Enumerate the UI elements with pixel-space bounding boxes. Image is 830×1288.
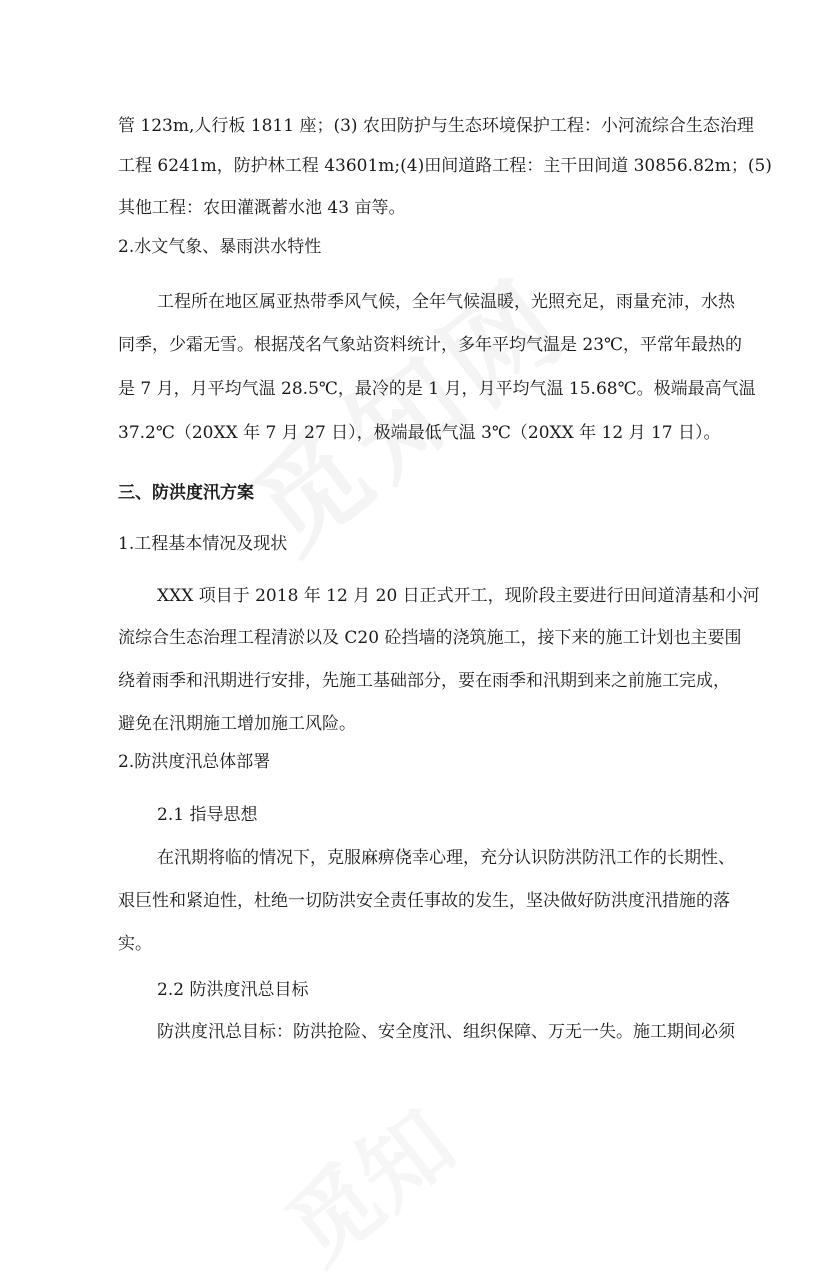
chapter-heading: 三、防洪度汛方案 xyxy=(118,483,254,503)
body-text-line: 实。 xyxy=(118,934,152,954)
subsection-heading: 2.2 防洪度汛总目标 xyxy=(157,980,309,1000)
body-text-line: 工程 6241m，防护林工程 43601m;(4)田间道路工程：主干田间道 30856.82m；(5) xyxy=(118,156,772,176)
body-text-line: 在汛期将临的情况下，克服麻痹侥幸心理，充分认识防洪防汛工作的长期性、 xyxy=(157,848,735,868)
body-text-line: 绕着雨季和汛期进行安排，先施工基础部分，要在雨季和汛期到来之前施工完成， xyxy=(118,671,730,691)
body-text-line: 同季，少霜无雪。根据茂名气象站资料统计，多年平均气温是 23℃，平常年最热的 xyxy=(118,335,743,355)
body-text-line: 流综合生态治理工程清淤以及 C20 砼挡墙的浇筑施工，接下来的施工计划也主要围 xyxy=(118,628,742,648)
body-text-line: 是 7 月，月平均气温 28.5℃，最冷的是 1 月，月平均气温 15.68℃。极端最高气温 xyxy=(118,379,756,399)
subsection-heading: 2.1 指导思想 xyxy=(157,805,258,825)
body-text-line: 艰巨性和紧迫性，杜绝一切防洪安全责任事故的发生，坚决做好防洪度汛措施的落 xyxy=(118,891,730,911)
body-text-line: 其他工程：农田灌溉蓄水池 43 亩等。 xyxy=(118,198,406,218)
body-text-line: 防洪度汛总目标：防洪抢险、安全度汛、组织保障、万无一失。施工期间必须 xyxy=(157,1022,735,1042)
body-text-line: XXX 项目于 2018 年 12 月 20 日正式开工，现阶段主要进行田间道清基和小河 xyxy=(157,586,760,606)
section-heading: 2.防洪度汛总体部署 xyxy=(118,752,271,772)
section-heading: 1.工程基本情况及现状 xyxy=(118,534,288,554)
body-text-line: 37.2℃（20XX 年 7 月 27 日），极端最低气温 3℃（20XX 年 12 月 17 日）。 xyxy=(118,423,721,443)
section-heading: 2.水文气象、暴雨洪水特性 xyxy=(118,237,322,257)
body-text-line: 工程所在地区属亚热带季风气候，全年气候温暖，光照充足，雨量充沛，水热 xyxy=(157,292,735,312)
body-text-line: 避免在汛期施工增加施工风险。 xyxy=(118,714,356,734)
body-text-line: 管 123m,人行板 1811 座；(3) 农田防护与生态环境保护工程：小河流综合生态治理 xyxy=(118,116,754,136)
